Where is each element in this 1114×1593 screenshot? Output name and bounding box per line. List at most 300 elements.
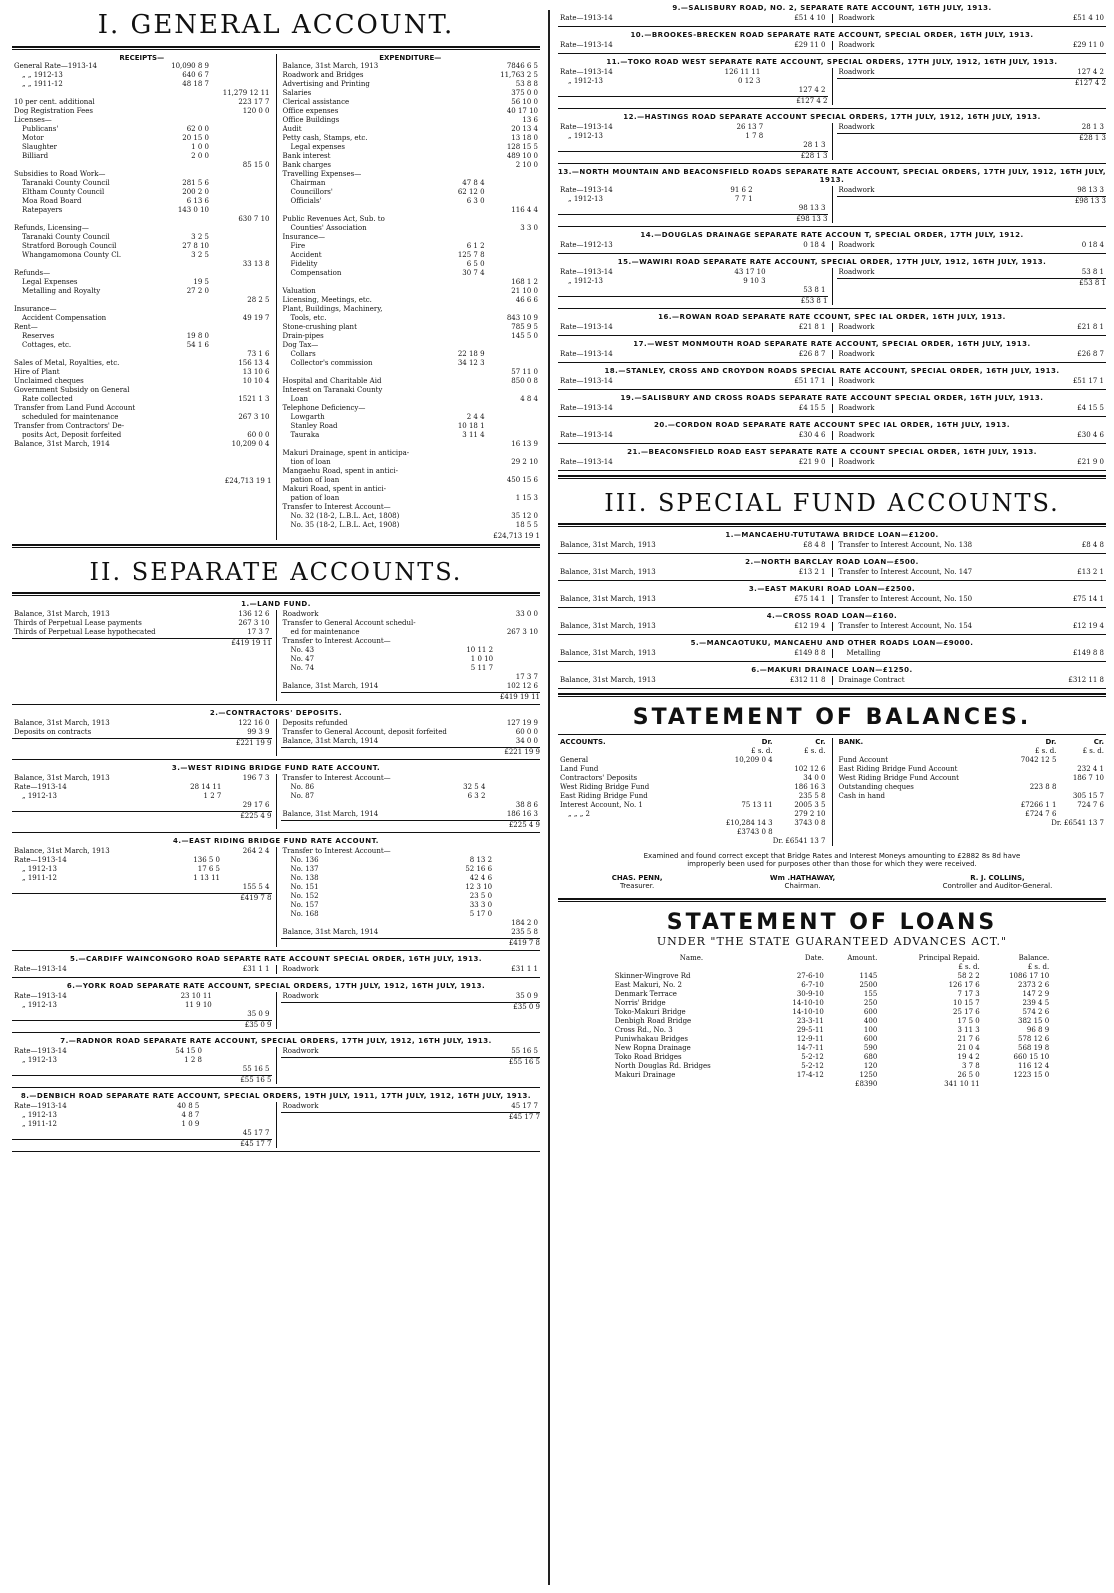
receipt-cell: 6 13 6 (186, 197, 209, 205)
credit-row (837, 458, 1107, 467)
debit-cell: Balance, 31st March, 1913 (560, 568, 656, 576)
credit-cell: Roadwork (282, 1102, 319, 1110)
expenditure-cell: 843 10 9 (506, 314, 538, 322)
expenditure-heading: EXPENDITURE— (379, 54, 442, 62)
debit-total: £127 4 2 (558, 96, 828, 105)
credit-total: £55 16 5 (281, 1057, 541, 1066)
credit-cell (419, 965, 433, 974)
balance-bank-row (837, 765, 1107, 774)
receipt-row (12, 359, 272, 368)
receipt-cell (161, 305, 211, 314)
loan-row (613, 981, 1051, 990)
debit-cell: Balance, 31st March, 1913 (560, 595, 656, 603)
debit-cell: 0 18 4 (803, 241, 826, 249)
debit-row (558, 622, 828, 631)
debit-side (558, 404, 833, 413)
debit-cell: Rate—1913-14 (560, 186, 613, 194)
receipt-row (12, 440, 272, 449)
debit-cell: Deposits on contracts (14, 728, 92, 736)
receipt-cell (161, 377, 211, 386)
expenditure-cell: Office Buildings (282, 116, 340, 124)
expenditure-cell: Valuation (282, 287, 316, 295)
debit-row (12, 856, 272, 865)
credit-side (277, 610, 541, 701)
debit-cell: Rate—1913-14 (560, 404, 613, 412)
debit-cell (222, 856, 272, 865)
expenditure-cell (487, 170, 540, 179)
expenditure-cell (487, 242, 540, 251)
debit-cell: 267 3 10 (238, 619, 270, 627)
expenditure-cell (487, 341, 540, 350)
credit-row (281, 910, 541, 919)
credit-cell: Drainage Contract (838, 676, 905, 684)
receipt-row (12, 278, 272, 287)
debit-cell: £30 4 6 (798, 431, 826, 439)
expenditure-cell (447, 134, 486, 143)
signatory-auditor: R. J. COLLINS, Controller and Auditor-General. (942, 874, 1053, 890)
debit-row (558, 204, 828, 213)
expenditure-table (281, 62, 541, 530)
credit-cell: No. 157 (290, 901, 319, 909)
credit-cell (1003, 676, 1012, 685)
credit-cell (981, 404, 995, 413)
loan-row (613, 1017, 1051, 1026)
signatories (558, 874, 1106, 890)
account-heading: 18.—STANLEY, CROSS AND CROYDON ROADS SPECIAL RATE ACCOUNT, SPECIAL ORDER, 16TH JULY, 1913. (604, 367, 1060, 375)
credit-cell (448, 847, 494, 856)
receipt-cell (211, 179, 272, 188)
expenditure-row (281, 332, 541, 341)
receipt-row (12, 170, 272, 179)
expenditure-cell: 168 1 2 (511, 278, 538, 286)
debit-cell: 45 17 7 (242, 1129, 270, 1137)
account-block (558, 58, 1106, 109)
receipt-cell (161, 116, 211, 125)
credit-side (277, 1102, 541, 1148)
debit-cell (168, 774, 223, 783)
debit-row (12, 1102, 272, 1111)
expenditure-cell (447, 503, 486, 512)
credit-cell (990, 268, 1005, 277)
credit-cell: Roadwork (282, 610, 319, 618)
receipt-cell (12, 260, 161, 269)
debit-cell: £21 8 1 (798, 323, 826, 331)
debit-cell: £21 9 0 (798, 458, 826, 466)
debit-row (12, 792, 272, 801)
credit-cell (494, 874, 540, 883)
debit-row (12, 619, 272, 628)
debit-row (12, 1120, 272, 1129)
credit-side (277, 719, 541, 756)
debit-cell: Balance, 31st March, 1913 (14, 774, 110, 782)
debit-row (558, 132, 828, 141)
expenditure-cell: 2 4 4 (466, 413, 485, 421)
credit-cell: Roadwork (838, 404, 875, 412)
expenditure-cell (447, 404, 486, 413)
expenditure-cell (281, 440, 448, 449)
receipt-cell (211, 206, 272, 215)
debit-cell (692, 141, 765, 150)
audit-note-line-2: improperly been used for purposes other than those for which they were received. (687, 860, 977, 868)
expenditure-row (281, 179, 541, 188)
receipt-row (12, 287, 272, 296)
credit-cell: Transfer to General Account, deposit forfeited (282, 728, 447, 736)
loans-money-heading: £ s. d. (1027, 963, 1050, 971)
debit-side (558, 68, 833, 105)
debit-cell: 264 2 4 (242, 847, 270, 855)
debit-row (12, 628, 272, 637)
balance-account-row (558, 774, 828, 783)
receipt-row (12, 305, 272, 314)
credit-cell (448, 774, 487, 783)
receipt-cell: 223 17 7 (238, 98, 270, 106)
expenditure-cell: 13 18 0 (511, 134, 538, 142)
credit-cell: ed for maintenance (290, 628, 360, 636)
expenditure-row (281, 242, 541, 251)
credit-cell: 0 18 4 (1081, 241, 1104, 249)
debit-cell: £51 4 10 (794, 14, 826, 22)
loan-cell: 100 (863, 1026, 878, 1034)
balance-account-cell (698, 783, 774, 792)
expenditure-cell (447, 467, 486, 476)
credit-row (281, 737, 541, 746)
receipt-row (12, 368, 272, 377)
expenditure-cell (447, 233, 486, 242)
credit-cell (419, 1047, 433, 1056)
debit-cell (765, 541, 773, 550)
debit-cell: £8 4 8 (803, 541, 826, 549)
debit-cell: Rate—1913-14 (560, 350, 613, 358)
credit-row (281, 1047, 541, 1056)
debit-row (12, 719, 272, 728)
expenditure-row (281, 467, 541, 476)
credit-cell (981, 350, 995, 359)
debit-cell (168, 801, 223, 810)
receipt-cell: 49 19 7 (242, 314, 270, 322)
expenditure-row (281, 224, 541, 233)
debit-cell (751, 649, 759, 658)
credit-cell (448, 810, 487, 819)
receipt-cell: Rent— (14, 323, 38, 331)
debit-cell: 122 16 0 (238, 719, 270, 727)
separate-accounts-continued (558, 4, 1106, 471)
credit-cell (456, 682, 495, 691)
debit-side (12, 992, 277, 1029)
debit-cell (173, 847, 222, 856)
debit-cell: 1 2 8 (184, 1056, 202, 1064)
credit-cell (990, 123, 1005, 132)
loan-cell: Cross Rd., No. 3 (614, 1026, 673, 1034)
loan-cell: 680 (863, 1053, 878, 1061)
expenditure-row (281, 377, 541, 386)
debit-cell (687, 286, 767, 295)
debit-row (558, 123, 828, 132)
expenditure-total: £24,713 19 1 (493, 532, 540, 540)
loan-cell: 155 (863, 990, 878, 998)
debit-cell (214, 992, 272, 1001)
debit-cell: Rate—1913-14 (14, 992, 67, 1000)
receipt-row (12, 143, 272, 152)
credit-cell: Transfer to Interest Account— (282, 774, 391, 782)
debit-cell: 1 13 11 (193, 874, 220, 882)
debit-cell (198, 728, 205, 737)
account-block (558, 113, 1106, 164)
credit-total: £127 4 2 (837, 78, 1107, 87)
balance-bank-cell (1005, 765, 1059, 774)
loans-money-heading: £ s. d. (958, 963, 980, 971)
loans-title: STATEMENT OF LOANS (666, 910, 998, 935)
expenditure-row (281, 260, 541, 269)
receipt-cell (161, 386, 211, 395)
debit-cell: 136 5 0 (193, 856, 220, 864)
column-divider (548, 10, 550, 1585)
balance-account-row (558, 756, 828, 765)
expenditure-row (281, 314, 541, 323)
loan-cell: 19 4 2 (957, 1053, 980, 1061)
loan-cell: 27-6-10 (796, 972, 824, 980)
account-block (558, 639, 1106, 662)
balance-account-cell (775, 756, 828, 765)
debit-side (558, 123, 833, 160)
expenditure-cell: 56 10 0 (511, 98, 538, 106)
receipt-cell (161, 161, 211, 170)
debit-cell (765, 123, 827, 132)
loan-cell: 23-3-11 (796, 1017, 824, 1025)
credit-cell: No. 152 (290, 892, 319, 900)
account-heading: 3.—WEST RIDING BRIDGE FUND RATE ACCOUNT. (171, 764, 381, 772)
receipt-cell: Insurance— (14, 305, 57, 313)
receipt-cell (161, 296, 211, 305)
debit-cell (136, 1010, 213, 1019)
expenditure-cell (447, 107, 486, 116)
debit-cell: Rate—1912-13 (560, 241, 613, 249)
expenditure-cell: Transfer to Interest Account— (282, 503, 391, 511)
accounts-dr-balance: Dr. £6541 13 7 (772, 837, 826, 845)
receipt-cell (161, 422, 211, 431)
credit-cell: 6 3 2 (467, 792, 486, 800)
receipt-cell: Legal Expenses (22, 278, 78, 286)
accounts-cr-total: 3743 0 8 (794, 819, 826, 827)
expenditure-cell: Makuri Road, spent in antici- (282, 485, 386, 493)
expenditure-row (281, 503, 541, 512)
credit-cell: £8 4 8 (1081, 541, 1104, 549)
debit-cell: Rate—1913-14 (14, 783, 67, 791)
expenditure-cell: Stanley Road (290, 422, 338, 430)
credit-cell: Transfer to General Account schedul- (282, 619, 416, 627)
debit-row (558, 68, 828, 77)
credit-side (833, 458, 1107, 467)
receipt-cell: Cottages, etc. (22, 341, 72, 349)
expenditure-row (281, 215, 541, 224)
receipt-cell: Metalling and Royalty (22, 287, 101, 295)
balance-account-row (558, 810, 828, 819)
expenditure-cell: 10 18 1 (457, 422, 485, 430)
receipt-cell (211, 323, 272, 332)
balance-bank-cell: Outstanding cheques (838, 783, 914, 791)
loan-cell: 30-9-10 (796, 990, 824, 998)
receipt-row (12, 215, 272, 224)
expenditure-cell: Chairman (290, 179, 326, 187)
debit-cell (223, 783, 271, 792)
credit-row (281, 874, 541, 883)
loan-cell: 17-4-12 (796, 1071, 824, 1079)
credit-row (281, 892, 541, 901)
balance-account-cell: 235 5 8 (798, 792, 826, 800)
credit-row (281, 928, 541, 937)
expenditure-cell: Office expenses (282, 107, 339, 115)
credit-row (281, 856, 541, 865)
credit-total: £419 19 11 (281, 692, 541, 701)
expenditure-row (281, 323, 541, 332)
credit-row (281, 673, 541, 682)
credit-cell: Roadwork (838, 377, 875, 385)
debit-cell: 28 14 11 (190, 783, 222, 791)
account-heading: 4.—EAST RIDING BRIDGE FUND RATE ACCOUNT. (173, 837, 379, 845)
credit-cell: Transfer to Interest Account, No. 154 (838, 622, 973, 630)
credit-cell: Metalling (846, 649, 881, 657)
credit-cell: Roadwork (282, 965, 319, 973)
expenditure-row (281, 296, 541, 305)
receipt-cell (161, 368, 211, 377)
account-heading: 6.—MAKURI DRAINACE LOAN—£1250. (751, 666, 913, 674)
credit-cell (456, 637, 495, 646)
receipt-cell: 19 5 (193, 278, 209, 286)
credit-cell: 34 0 0 (515, 737, 538, 745)
debit-cell: 98 13 3 (798, 204, 826, 212)
loan-cell: 17 5 0 (957, 1017, 980, 1025)
account-heading: 12.—HASTINGS ROAD SEPARATE ACCOUNT SPECIAL ORDERS, 17TH JULY, 1912, 16TH JULY, 1913. (623, 113, 1041, 121)
debit-cell: Rate—1913-14 (14, 1047, 67, 1055)
expenditure-cell: 62 12 0 (457, 188, 485, 196)
credit-row (281, 847, 541, 856)
account-heading: 13.—NORTH MOUNTAIN AND BEACONSFIELD ROADS SEPARATE RATE ACCOUNT, SPECIAL ORDERS, 17TH JULY, 1912, 16TH JULY, 1913. (558, 168, 1107, 184)
receipt-row (12, 404, 272, 413)
credit-cell: No. 87 (290, 792, 315, 800)
debit-cell: £29 11 0 (794, 41, 826, 49)
loan-cell: Denmark Terrace (614, 990, 677, 998)
debit-cell (558, 86, 678, 95)
debit-side (12, 847, 277, 947)
credit-total: £53 8 1 (837, 278, 1107, 287)
credit-cell (973, 377, 987, 386)
debit-cell (725, 431, 737, 440)
credit-cell (419, 1102, 433, 1111)
debit-cell: 126 11 11 (724, 68, 761, 76)
credit-side (277, 774, 541, 829)
receipt-cell (161, 107, 211, 116)
credit-cell (495, 664, 540, 673)
money-heading: £ s. d. (1082, 747, 1104, 755)
balance-account-cell: Contractors' Deposits (560, 774, 638, 782)
receipt-cell: Taranaki County Council (22, 179, 110, 187)
loan-cell: 10 15 7 (953, 999, 980, 1007)
debit-row (12, 801, 272, 810)
debit-cell: Balance, 31st March, 1913 (14, 847, 110, 855)
debit-side (558, 541, 833, 550)
receipt-row (12, 251, 272, 260)
expenditure-cell: Lowgarth (290, 413, 325, 421)
loans-subtitle: UNDER "THE STATE GUARANTEED ADVANCES ACT." (656, 935, 1008, 948)
loans-table (613, 954, 1051, 1089)
balance-account-cell: 102 12 6 (794, 765, 826, 773)
loan-row (613, 1044, 1051, 1053)
expenditure-cell: 785 9 5 (511, 323, 538, 331)
balance-bank-cell (1005, 774, 1059, 783)
expenditure-cell: 40 17 10 (506, 107, 538, 115)
expenditure-cell (487, 386, 540, 395)
credit-cell: Roadwork (282, 1047, 319, 1055)
credit-row (281, 865, 541, 874)
debit-cell: 91 6 2 (730, 186, 753, 194)
debit-cell: 53 8 1 (803, 286, 826, 294)
expenditure-row (281, 494, 541, 503)
debit-cell (768, 277, 828, 286)
debit-cell: „ 1911-12 (22, 874, 57, 882)
debit-cell: £13 2 1 (798, 568, 826, 576)
debit-cell: „ 1912-13 (568, 77, 603, 85)
debit-side (558, 323, 833, 332)
balance-bank-cell: West Riding Bridge Fund Account (838, 774, 959, 782)
expenditure-cell (447, 80, 486, 89)
credit-cell: No. 137 (290, 865, 319, 873)
debit-row (558, 41, 828, 50)
loan-cell: 5-2-12 (801, 1053, 824, 1061)
debit-cell: Rate—1913-14 (560, 377, 613, 385)
credit-cell (495, 646, 540, 655)
debit-row (558, 195, 828, 204)
receipt-cell: Hire of Plant (14, 368, 60, 376)
debit-row (558, 377, 828, 386)
expenditure-cell (487, 215, 540, 224)
loan-row (613, 1035, 1051, 1044)
receipt-cell: Billiard (22, 152, 49, 160)
expenditure-cell (447, 332, 486, 341)
receipt-cell (211, 404, 272, 413)
debit-cell: 40 8 5 (177, 1102, 200, 1110)
credit-cell (981, 431, 995, 440)
expenditure-row (281, 170, 541, 179)
debit-total: £53 8 1 (558, 296, 828, 305)
credit-side (833, 323, 1107, 332)
credit-row (281, 965, 541, 974)
credit-cell: £30 4 6 (1077, 431, 1104, 439)
receipt-cell (161, 260, 211, 269)
receipt-cell: Refunds— (14, 269, 51, 277)
credit-side (833, 41, 1107, 50)
credit-cell: Roadwork (838, 186, 875, 194)
debit-side (558, 458, 833, 467)
balance-bank-cell (1058, 783, 1106, 792)
expenditure-cell (447, 287, 486, 296)
expenditure-cell: 34 12 3 (457, 359, 485, 367)
debit-cell: £4 15 5 (798, 404, 826, 412)
loan-cell: Denbigh Road Bridge (614, 1017, 692, 1025)
debit-cell: 99 3 9 (247, 728, 270, 736)
balance-bank-cell: Fund Account (838, 756, 889, 764)
receipt-cell: Slaughter (22, 143, 58, 151)
credit-row (281, 1102, 541, 1111)
receipt-cell: Balance, 31st March, 1914 (14, 440, 110, 448)
loan-cell: 590 (863, 1044, 878, 1052)
expenditure-cell: Bank charges (282, 161, 331, 169)
loan-cell: 2373 2 6 (1018, 981, 1050, 989)
credit-total: £225 4 9 (281, 820, 541, 829)
credit-cell: 5 11 7 (470, 664, 494, 672)
expenditure-row (281, 368, 541, 377)
account-block (558, 231, 1106, 254)
debit-cell (751, 622, 759, 631)
receipt-row (12, 431, 272, 440)
